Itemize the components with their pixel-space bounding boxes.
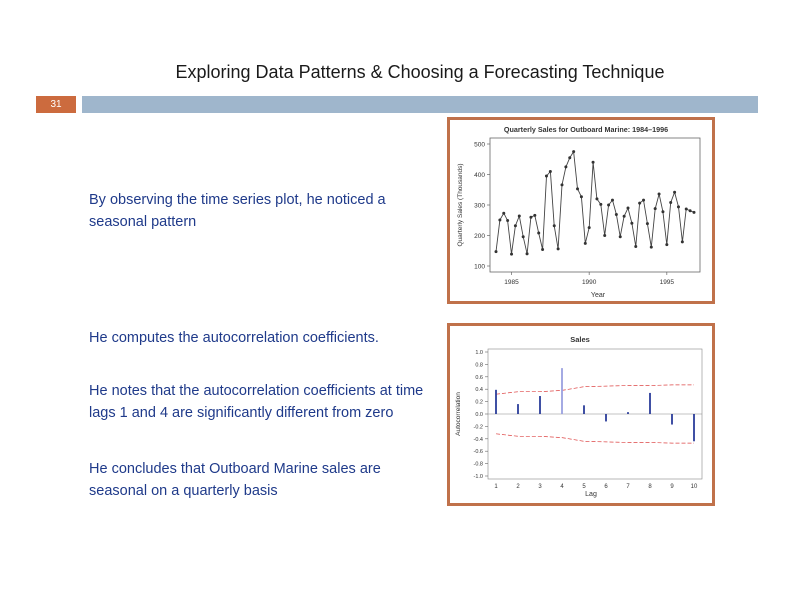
title-bar <box>82 96 758 113</box>
data-point <box>522 235 525 238</box>
data-point <box>669 201 672 204</box>
bullet-conclusion <box>89 458 429 502</box>
data-point <box>634 245 637 248</box>
data-point <box>607 204 610 207</box>
data-point <box>646 222 649 225</box>
data-point <box>526 252 529 255</box>
data-point <box>529 216 532 219</box>
data-point <box>537 232 540 235</box>
chart-title: Sales <box>570 335 590 344</box>
y-axis-label: Autocorrelation <box>455 392 462 436</box>
bullet-observation <box>89 189 429 233</box>
data-point <box>564 165 567 168</box>
data-point <box>514 224 517 227</box>
data-point <box>685 207 688 210</box>
data-point <box>658 193 661 196</box>
data-point <box>518 214 521 217</box>
data-point <box>599 203 602 206</box>
data-point <box>561 183 564 186</box>
x-tick-label: 5 <box>582 484 586 490</box>
x-tick-label: 1990 <box>581 279 597 286</box>
y-tick-label: -0.8 <box>473 461 483 468</box>
bullet-text: He notes that the autocorrelation coefficients at time lags 1 and 4 are significantly different from zero <box>89 383 424 421</box>
data-point <box>619 235 622 238</box>
x-tick-label: 7 <box>626 484 630 490</box>
y-tick-label: 500 <box>474 141 485 149</box>
data-point <box>502 212 505 215</box>
series-line <box>496 152 694 255</box>
x-axis-label: Year <box>590 292 606 299</box>
lower-limit <box>496 434 694 443</box>
data-point <box>638 202 641 205</box>
data-point <box>498 218 501 221</box>
x-tick-label: 4 <box>560 484 564 490</box>
y-tick-label: 1.0 <box>475 350 483 356</box>
data-point <box>654 207 657 210</box>
bullet-text: He concludes that Outboard Marine sales are seasonal on a quarterly basis <box>89 461 381 499</box>
data-point <box>661 210 664 213</box>
y-axis-label: Quarterly Sales (Thousands) <box>457 163 464 247</box>
y-tick-label: 0.0 <box>475 412 483 418</box>
y-tick-label: -0.2 <box>473 424 483 431</box>
data-point <box>510 253 513 256</box>
x-tick-label: 1985 <box>504 279 519 286</box>
x-tick-label: 10 <box>690 484 698 490</box>
data-point <box>580 195 583 198</box>
y-tick-label: 0.2 <box>475 399 483 406</box>
data-point <box>673 191 676 194</box>
x-tick-label: 8 <box>648 484 652 490</box>
bullet-autocorrelation <box>89 327 429 349</box>
y-tick-label: -0.4 <box>473 436 483 443</box>
x-tick-label: 6 <box>604 484 608 490</box>
data-point <box>677 205 680 208</box>
data-point <box>650 246 653 249</box>
time-series-svg <box>450 120 712 301</box>
y-tick-label: 0.8 <box>475 362 483 369</box>
data-point <box>588 226 591 229</box>
data-point <box>592 161 595 164</box>
data-point <box>576 187 579 190</box>
x-tick-label: 2 <box>516 484 520 490</box>
data-point <box>689 209 692 212</box>
y-tick-label: 0.4 <box>475 387 483 394</box>
y-tick-label: 100 <box>474 263 485 271</box>
data-point <box>623 215 626 218</box>
y-tick-label: 200 <box>474 233 485 240</box>
data-point <box>557 247 560 250</box>
data-point <box>627 207 630 210</box>
x-tick-label: 1995 <box>659 279 675 286</box>
y-tick-label: 0.6 <box>475 374 483 381</box>
data-point <box>615 213 618 216</box>
data-point <box>568 156 571 159</box>
data-point <box>553 224 556 227</box>
data-point <box>545 175 548 178</box>
upper-limit <box>496 385 694 394</box>
data-point <box>584 242 587 245</box>
bullet-text: He computes the autocorrelation coefficients. <box>89 330 379 346</box>
data-point <box>665 243 668 246</box>
y-tick-label: 300 <box>474 202 485 210</box>
data-point <box>693 211 696 214</box>
plot-frame <box>490 138 700 272</box>
y-tick-label: 400 <box>474 172 485 179</box>
time-series-chart <box>447 117 715 304</box>
x-tick-label: 3 <box>538 484 542 490</box>
bullet-text: By observing the time series plot, he noticed a seasonal pattern <box>89 192 386 230</box>
chart-title: Quarterly Sales for Outboard Marine: 1984–1996 <box>503 125 669 134</box>
data-point <box>595 197 598 200</box>
data-point <box>630 222 633 225</box>
y-tick-label: -1.0 <box>473 474 483 480</box>
data-point <box>572 150 575 153</box>
slide-title: Exploring Data Patterns & Choosing a Forecasting Technique <box>175 62 665 82</box>
data-point <box>642 199 645 202</box>
bullet-lags <box>89 380 429 424</box>
data-point <box>495 250 498 253</box>
data-point <box>549 170 552 173</box>
data-point <box>603 234 606 237</box>
data-point <box>533 214 536 217</box>
acf-chart <box>447 323 715 506</box>
slide-number: 31 <box>36 96 76 113</box>
y-tick-label: -0.6 <box>473 449 483 456</box>
data-point <box>681 240 684 243</box>
x-tick-label: 1 <box>494 484 498 490</box>
x-axis-label: Lag <box>585 491 597 498</box>
data-point <box>611 199 614 202</box>
x-tick-label: 9 <box>670 484 674 490</box>
data-point <box>506 219 509 222</box>
data-point <box>541 248 544 251</box>
acf-svg <box>450 326 712 503</box>
